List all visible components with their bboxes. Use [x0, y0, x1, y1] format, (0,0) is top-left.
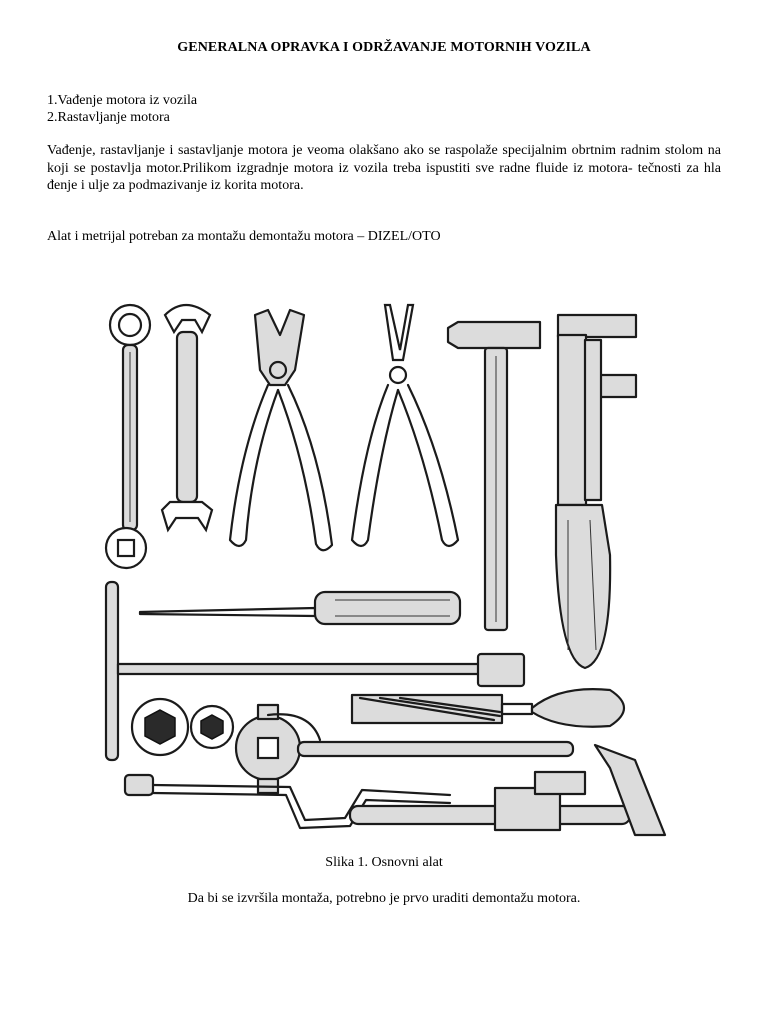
hex-socket-large [132, 699, 188, 755]
combination-wrench [106, 305, 150, 568]
figure-caption: Slika 1. Osnovni alat [325, 855, 443, 870]
pipe-wrench [350, 745, 665, 835]
list-item: 1.Vađenje motora iz vozila [47, 93, 198, 108]
file [352, 689, 624, 727]
tools-subheading: Alat i metrijal potreban za montažu demontažu motora – DIZEL/OTO [47, 229, 441, 244]
hammer [448, 322, 540, 630]
open-end-wrench [162, 305, 212, 530]
step-list [47, 92, 197, 126]
intro-paragraph: Vađenje, rastavljanje i sastavljanje motora je veoma olakšano ako se raspolaže specijalnim obrtnim radnim stolom na koji se postavlja motor.Prilikom izgradnje motora iz vozila treba ispustiti sve radne fluide iz motora- tečnosti za hla đenje i ulje za podmazivanje iz korita motora. [47, 143, 721, 193]
closing-sentence: Da bi se izvršila montaža, potrebno je prvo uraditi demontažu motora. [187, 891, 581, 906]
list-item: 2.Rastavljanje motora [47, 110, 170, 125]
monkey-wrench [556, 315, 636, 668]
needle-nose-pliers [352, 305, 458, 546]
combination-pliers [230, 310, 332, 550]
hex-socket-small [191, 706, 233, 748]
screwdriver [140, 592, 460, 624]
tools-illustration [90, 290, 680, 840]
document-title: GENERALNA OPRAVKA I ODRŽAVANJE MOTORNIH VOZILA [177, 40, 591, 55]
